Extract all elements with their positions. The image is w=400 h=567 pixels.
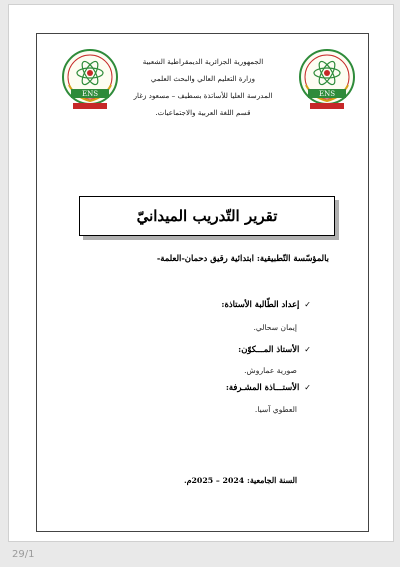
title-box — [79, 196, 335, 236]
page-indicator: 29/1 — [12, 549, 35, 560]
student-label: ✓إعداد الطّالبة الأستاذة: — [221, 299, 311, 309]
svg-text:ENS: ENS — [81, 90, 99, 98]
institution-header — [114, 53, 292, 121]
check-icon: ✓ — [304, 383, 311, 392]
application-institution: بالمؤسّسة التّطبيقية: ابتدائية رقيق دحمان-العلمة- — [156, 253, 329, 263]
trainer-name: صورية عماروش. — [244, 366, 297, 375]
ens-logo-left — [59, 47, 121, 113]
header-department: قسم اللغة العربية والاجتماعيات. — [155, 108, 251, 117]
document-page — [8, 4, 394, 542]
supervisor-label: ✓الأستـــاذة المشـرفة: — [225, 382, 311, 392]
check-icon: ✓ — [304, 300, 311, 309]
report-title: تقرير التّدريب الميدانيّ — [136, 207, 278, 225]
student-name: إيمان سحالي. — [253, 323, 297, 332]
header-republic: الجمهورية الجزائرية الديمقراطية الشعبية — [142, 57, 264, 66]
trainer-label: ✓الأستاذ المـــكوّن: — [238, 344, 311, 354]
check-icon: ✓ — [304, 345, 311, 354]
header-ministry: وزارة التعليم العالي والبحث العلمي — [150, 74, 256, 83]
svg-text:ENS: ENS — [318, 90, 336, 98]
ens-logo-right — [296, 47, 358, 113]
header-school: المدرسة العليا للأساتذة بسطيف – مسعود زغار — [133, 91, 273, 100]
academic-year: السنة الجامعية: 2024 – 2025م. — [183, 476, 297, 485]
supervisor-name: العطوي آسيا. — [254, 405, 297, 414]
